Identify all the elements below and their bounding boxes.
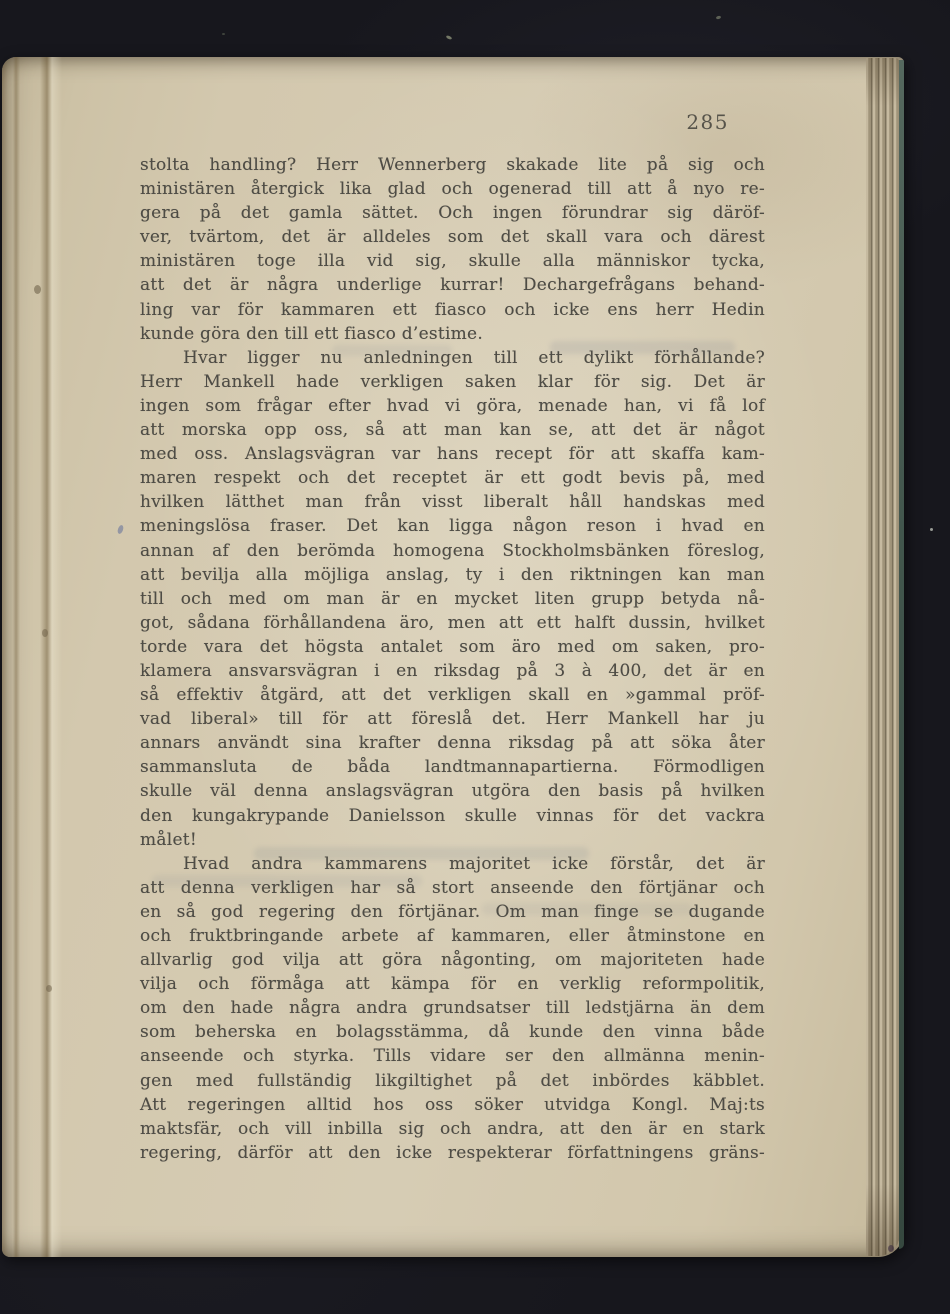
paragraph	[140, 852, 765, 1165]
text-line: annars användt sina krafter denna riksdag på att söka åter	[140, 733, 765, 754]
text-line: Att regeringen alltid hos oss söker utvidga Kongl. Maj:ts	[140, 1094, 765, 1115]
lint-speck	[222, 33, 225, 35]
paper-speck	[46, 985, 52, 992]
paragraph	[140, 346, 765, 852]
paper-speck	[34, 285, 41, 294]
text-line: med oss. Anslagsvägran var hans recept för att skaffa kam-	[140, 444, 765, 465]
text-line: ling var för kammaren ett fiasco och icke ens herr Hedin	[140, 299, 765, 320]
fore-edge-pages	[866, 58, 900, 1256]
text-line: Herr Mankell hade verkligen saken klar för sig. Det är	[140, 371, 765, 392]
text-line: så effektiv åtgärd, att det verkligen skall en »gammal pröf-	[140, 685, 765, 706]
text-block	[140, 153, 765, 1165]
text-line: och fruktbringande arbete af kammaren, eller åtminstone en	[140, 926, 765, 946]
text-line: got, sådana förhållandena äro, men att ett halft dussin, hvilket	[140, 612, 765, 633]
text-line: att morska opp oss, så att man kan se, att det är något	[140, 420, 765, 441]
text-line: om den hade några andra grundsatser till ledstjärna än dem	[140, 998, 765, 1019]
binding-gutter-shadow	[2, 57, 66, 1257]
paper-speck	[42, 629, 48, 637]
text-line: maktsfär, och vill inbilla sig och andra, att den är en stark	[140, 1118, 765, 1139]
text-line: att denna verkligen har så stort anseende den förtjänar och	[140, 877, 765, 898]
text-line: Hvar ligger nu anledningen till ett dylikt förhållande?	[183, 347, 765, 368]
text-line: ministären toge illa vid sig, skulle alla människor tycka,	[140, 251, 765, 272]
paragraph	[140, 153, 765, 346]
text-line: regering, därför att den icke respekterar författningens gräns-	[140, 1142, 765, 1163]
text-line: gen med fullständig likgiltighet på det inbördes käbblet.	[140, 1070, 765, 1091]
lint-speck	[716, 15, 722, 19]
text-line: stolta handling? Herr Wennerberg skakade lite på sig och	[140, 155, 765, 175]
text-line: som beherska en bolagsstämma, då kunde den vinna både	[140, 1022, 765, 1043]
text-line: målet!	[140, 829, 197, 850]
text-line: den kungakrypande Danielsson skulle vinnas för det vackra	[140, 805, 765, 826]
book-cover-edge	[899, 60, 904, 1249]
text-line: hvilken lätthet man från visst liberalt håll handskas med	[140, 492, 765, 513]
text-line: anseende och styrka. Tills vidare ser den allmänna menin-	[140, 1046, 765, 1067]
text-line: meningslösa fraser. Det kan ligga någon reson i hvad en	[140, 516, 765, 537]
text-line: vilja och förmåga att kämpa för en verklig reformpolitik,	[140, 974, 765, 995]
text-line: ver, tvärtom, det är alldeles som det skall vara och därest	[140, 227, 765, 248]
text-line: sammansluta de båda landtmannapartierna. Förmodligen	[140, 757, 765, 778]
text-line: vad liberal» till för att föreslå det. Herr Mankell har ju	[140, 709, 765, 730]
text-line: att bevilja alla möjliga anslag, ty i den riktningen kan man	[140, 564, 765, 585]
page-number: 285	[686, 110, 729, 134]
book-page	[2, 57, 904, 1257]
text-line: till och med om man är en mycket liten grupp betyda nå-	[140, 588, 765, 609]
lint-speck	[930, 528, 933, 531]
text-line: allvarlig god vilja att göra någonting, om majoriteten hade	[140, 950, 765, 971]
text-line: maren respekt och det receptet är ett godt bevis på, med	[140, 468, 765, 489]
text-line: ingen som frågar efter hvad vi göra, menade han, vi få lof	[140, 395, 765, 416]
text-line: en så god regering den förtjänar. Om man finge se dugande	[140, 901, 765, 922]
text-line: ministären återgick lika glad och ogenerad till att å nyo re-	[140, 179, 765, 200]
text-line: annan af den berömda homogena Stockholmsbänken föreslog,	[140, 540, 765, 561]
text-line: Hvad andra kammarens majoritet icke förstår, det är	[183, 853, 765, 874]
text-line: torde vara det högsta antalet som äro med om saken, pro-	[140, 636, 765, 657]
text-line: klamera ansvarsvägran i en riksdag på 3 à 400, det är en	[140, 660, 765, 681]
text-line: skulle väl denna anslagsvägran utgöra den basis på hvilken	[140, 781, 765, 802]
text-line: kunde göra den till ett fiasco d’estime.	[140, 323, 483, 344]
ink-speck	[117, 524, 125, 534]
text-line: gera på det gamla sättet. Och ingen förundrar sig däröf-	[140, 203, 765, 224]
ink-speck	[888, 1245, 894, 1252]
text-line: att det är några underlige kurrar! Dechargefrågans behand-	[140, 275, 765, 296]
lint-speck	[446, 35, 453, 40]
